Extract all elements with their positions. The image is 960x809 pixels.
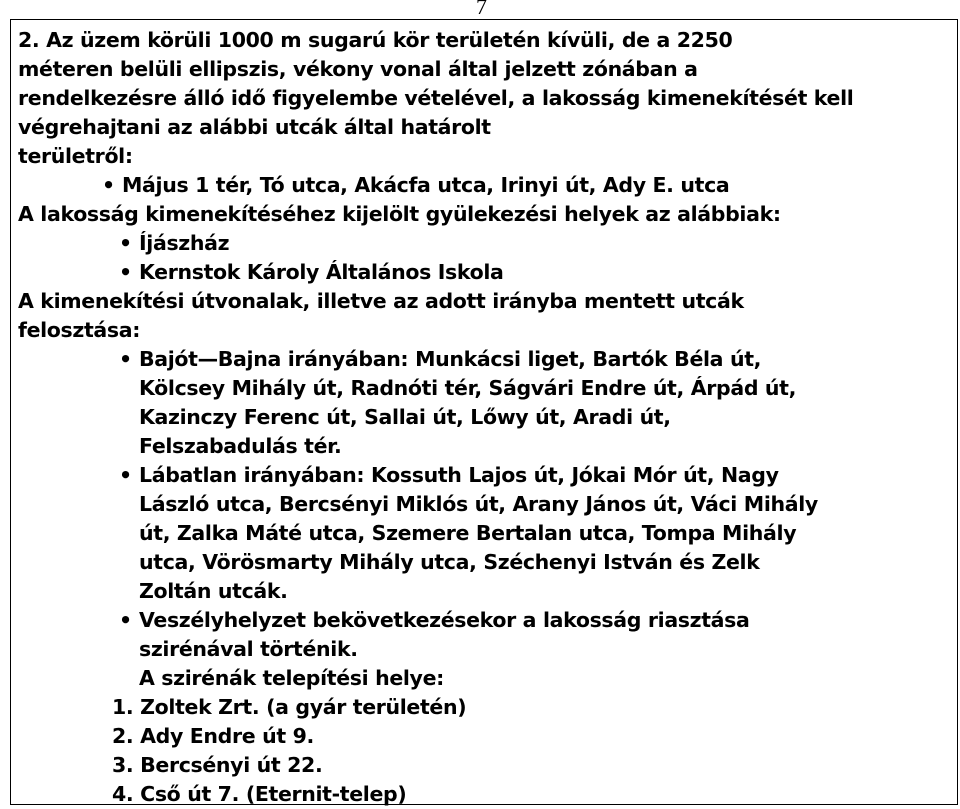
route-labatlan-line: utca, Vörösmarty Mihály utca, Széchenyi István és Zelk: [139, 550, 760, 574]
intro-line: 2. Az üzem körüli 1000 m sugarú kör területén kívüli, de a 2250: [18, 28, 733, 52]
route-labatlan-continuation: [18, 548, 948, 577]
route-labatlan-line: Lábatlan irányában: Kossuth Lajos út, Jókai Mór út, Nagy: [139, 463, 779, 487]
bullet-icon: •: [119, 608, 132, 632]
siren-location: 2. Ady Endre út 9.: [112, 724, 314, 748]
bullet-icon: •: [119, 347, 132, 371]
siren-location: 4. Cső út 7. (Eternit-telep): [112, 782, 407, 806]
intro-line: végrehajtani az alábbi utcák által határolt: [18, 115, 491, 139]
routes-heading-line: A kimenekítési útvonalak, illetve az adott irányba mentett utcák: [18, 289, 744, 313]
route-labatlan-line: Zoltán utcák.: [139, 579, 288, 603]
route-labatlan-continuation: [18, 519, 948, 548]
assembly-place: Íjászház: [139, 231, 230, 255]
assembly-place: Kernstok Károly Általános Iskola: [139, 260, 504, 284]
page-number: 7: [476, 0, 487, 19]
route-bajot-line: Felszabadulás tér.: [139, 434, 342, 458]
bullet-icon: •: [119, 231, 132, 255]
route-labatlan-line: út, Zalka Máté utca, Szemere Bertalan utca, Tompa Mihály: [139, 521, 797, 545]
alarm-continuation: [18, 635, 948, 664]
route-bajot-line: Kölcsey Mihály út, Radnóti tér, Ságvári Endre út, Árpád út,: [139, 376, 797, 400]
list-item-alarm: [18, 606, 948, 635]
siren-location: 1. Zoltek Zrt. (a gyár területén): [112, 695, 467, 719]
bullet-icon: •: [102, 173, 115, 197]
routes-heading-line: felosztása:: [18, 318, 141, 342]
list-item-assembly: [18, 229, 948, 258]
route-labatlan-line: László utca, Bercsényi Miklós út, Arany János út, Váci Mihály: [139, 492, 818, 516]
assembly-heading: A lakosság kimenekítéséhez kijelölt gyülekezési helyek az alábbiak:: [18, 202, 781, 226]
intro-line: méteren belüli ellipszis, vékony vonal által jelzett zónában a: [18, 57, 698, 81]
siren-heading: [18, 664, 948, 693]
list-item-route-bajot: [18, 345, 948, 374]
streets-text: Május 1 tér, Tó utca, Akácfa utca, Irinyi út, Ady E. utca: [122, 173, 730, 197]
alarm-line: Veszélyhelyzet bekövetkezésekor a lakosság riasztása: [139, 608, 750, 632]
alarm-line: szirénával történik.: [139, 637, 358, 661]
intro-line: területről:: [18, 144, 133, 168]
route-bajot-continuation: [18, 403, 948, 432]
siren-location: 3. Bercsényi út 22.: [112, 753, 323, 777]
siren-heading-text: A szirénák telepítési helye:: [139, 666, 444, 690]
list-item-route-labatlan: [18, 461, 948, 490]
route-bajot-line: Bajót—Bajna irányában: Munkácsi liget, Bartók Béla út,: [139, 347, 762, 371]
intro-line: rendelkezésre álló idő figyelembe vételével, a lakosság kimenekítését kell: [18, 86, 854, 110]
route-labatlan-continuation: [18, 490, 948, 519]
bullet-icon: •: [119, 260, 132, 284]
route-bajot-continuation: [18, 432, 948, 461]
list-item-assembly: [18, 258, 948, 287]
bullet-icon: •: [119, 463, 132, 487]
route-labatlan-continuation: [18, 577, 948, 606]
route-bajot-line: Kazinczy Ferenc út, Sallai út, Lőwy út, Aradi út,: [139, 405, 671, 429]
document-body: [18, 26, 948, 809]
route-bajot-continuation: [18, 374, 948, 403]
list-item-streets: [18, 171, 948, 200]
